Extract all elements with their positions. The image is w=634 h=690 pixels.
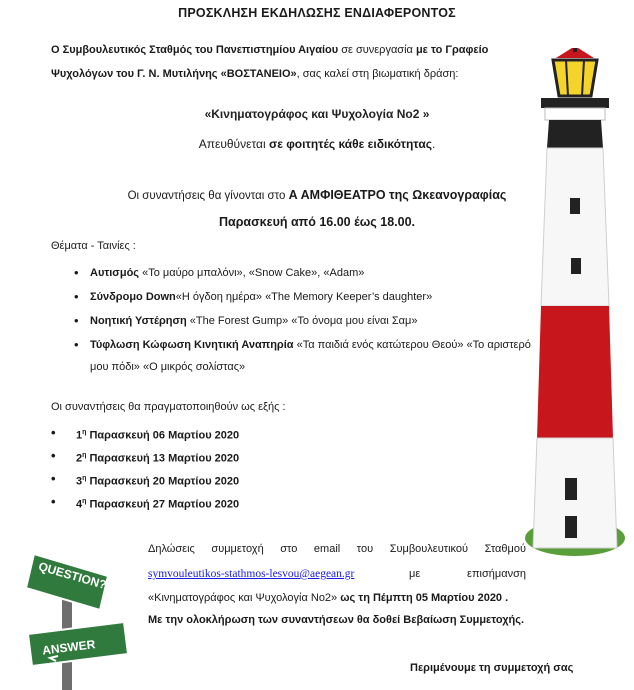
intro-connector: σε συνεργασία [338, 44, 416, 56]
themes-label: Θέματα - Ταινίες : [51, 240, 136, 252]
certificate-note: Με την ολοκλήρωση των συναντήσεων θα δοθεί Βεβαίωση Συμμετοχής. [148, 614, 525, 626]
time-line: Παρασκευή από 16.00 έως 18.00. [218, 215, 415, 229]
theme-films: «Η όγδοη ημέρα» «The Memory Keeper’s daughter» [175, 291, 433, 303]
date-number: 1 [76, 429, 83, 442]
intro-end: , σας καλεί στη βιωματική δράση: [296, 68, 459, 80]
theme-films: «The Forest Gump» «Το όνομα μου είναι Σαμ» [186, 315, 418, 327]
date-number: 2 [76, 452, 83, 465]
registration-note: επισήμανση [467, 568, 526, 580]
question-answer-sign-icon [0, 548, 135, 690]
date-suffix: η [82, 498, 87, 505]
list-item [74, 334, 534, 378]
date-number: 3 [76, 475, 83, 488]
theme-films: «Τα παιδιά ενός κατώτερου Θεού» «Το αριστερό μου πόδι» «Ο μικρός σολίστας» [90, 339, 531, 373]
registration-line: Δηλώσεις συμμετοχή στο email του Συμβουλευτικού Σταθμού [148, 543, 526, 555]
lighthouse-collar [547, 120, 603, 148]
themes-list [74, 262, 534, 380]
list-item [51, 447, 351, 470]
audience-prefix: Απευθύνεται [198, 137, 269, 151]
sign-bottom-text: ANSWER [41, 637, 97, 658]
date-text: Παρασκευή 13 Μαρτίου 2020 [86, 452, 240, 465]
list-item [74, 286, 534, 308]
event-name: «Κινηματογράφος και Ψυχολογία Νο2 » [204, 107, 430, 121]
theme-films: «Το μαύρο μπαλόνι», «Snow Cake», «Adam» [139, 267, 365, 279]
intro-paragraph [51, 38, 551, 86]
list-item [74, 310, 534, 332]
lighthouse-upper-tower [541, 148, 609, 306]
intro-with: με [415, 44, 428, 56]
date-text: Παρασκευή 20 Μαρτίου 2020 [86, 475, 240, 488]
date-suffix: η [82, 452, 87, 459]
theme-topic: Αυτισμός [90, 267, 140, 279]
closing-line: Περιμένουμε τη συμμετοχή σας [410, 662, 574, 674]
dates-list [51, 424, 351, 516]
location-prefix: Οι συναντήσεις θα γίνονται στο [127, 190, 289, 202]
date-text: Παρασκευή 06 Μαρτίου 2020 [86, 429, 240, 442]
list-item [51, 493, 351, 516]
audience-suffix: . [431, 137, 436, 151]
date-number: 4 [76, 498, 83, 511]
list-item [51, 470, 351, 493]
lighthouse-lamp [553, 60, 597, 96]
date-suffix: η [82, 429, 87, 436]
date-suffix: η [82, 475, 87, 482]
theme-topic: Σύνδρομο Down [90, 291, 176, 303]
registration-email-line [148, 568, 526, 580]
theme-topic: Νοητική Υστέρηση [90, 315, 187, 327]
email-link[interactable]: symvouleutikos-stathmos-lesvou@aegean.gr [148, 568, 355, 580]
audience-bold: σε φοιτητές κάθε ειδικότητας [268, 137, 432, 151]
registration-with: με [409, 568, 421, 580]
date-text: Παρασκευή 27 Μαρτίου 2020 [86, 498, 240, 511]
lighthouse-gallery [541, 98, 609, 108]
lighthouse-red-band [537, 306, 613, 438]
list-item [74, 262, 534, 284]
lighthouse-icon [525, 48, 625, 556]
organizer: Ο Συμβουλευτικός Σταθμός του Πανεπιστημίου Αιγαίου [51, 44, 339, 56]
registration-subject-line [148, 592, 568, 604]
theme-topic: Τύφλωση Κώφωση Κινητική Αναπηρία [90, 339, 294, 351]
list-item [51, 424, 351, 447]
sign-top-text: QUESTION? [36, 559, 109, 592]
dates-label: Οι συναντήσεις θα πραγματοποιηθούν ως εξής : [51, 401, 286, 413]
registration-subject: «Κινηματογράφος και Ψυχολογία Νο2» [148, 592, 338, 604]
registration-deadline: ως τη Πέμπτη 05 Μαρτίου 2020 . [337, 592, 509, 604]
partner: το Γραφείο Ψυχολόγων του Γ. Ν. Μυτιλήνης «ΒΟΣΤΑΝΕΙΟ» [51, 44, 489, 80]
page-title: ΠΡΟΣΚΛΗΣΗ ΕΚΔΗΛΩΣΗΣ ΕΝΔΙΑΦΕΡΟΝΤΟΣ [178, 6, 456, 20]
location: Α ΑΜΦΙΘΕΑΤΡΟ της Ωκεανογραφίας [288, 188, 507, 202]
